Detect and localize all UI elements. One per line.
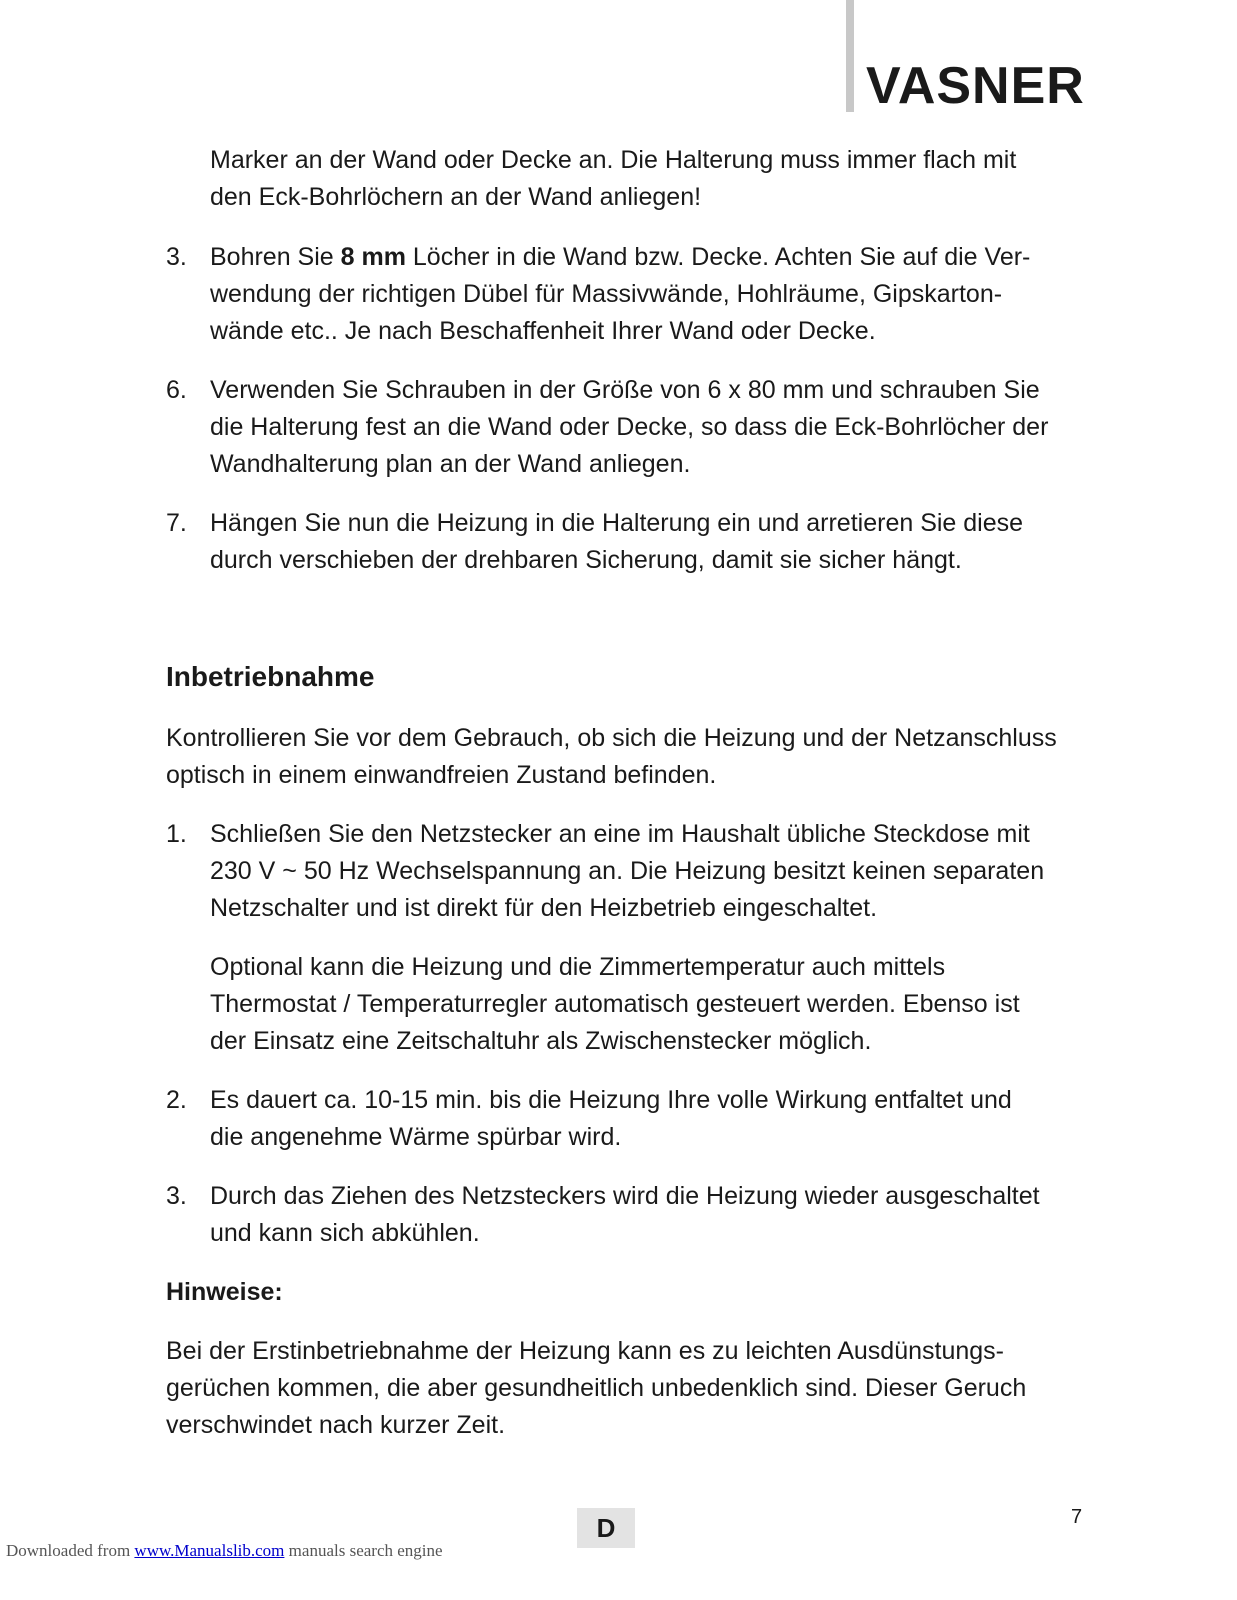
text-line: den Eck-Bohrlöchern an der Wand anliegen! xyxy=(210,183,702,211)
text-line: Verwenden Sie Schrauben in der Größe von 6 x 80 mm und schrauben Sie xyxy=(210,376,1040,404)
list-number: 1. xyxy=(166,820,187,848)
continued-paragraph xyxy=(166,142,1086,216)
list-number: 7. xyxy=(166,509,187,537)
text-line: die Halterung fest an die Wand oder Decke, so dass die Eck-Bohrlöcher der xyxy=(210,413,1049,441)
text-line: verschwindet nach kurzer Zeit. xyxy=(166,1411,506,1439)
brand-logo: VASNER xyxy=(866,57,1085,115)
list-number: 3. xyxy=(166,243,187,271)
text-line: der Einsatz eine Zeitschaltuhr als Zwischenstecker möglich. xyxy=(210,1027,872,1055)
text-line: Marker an der Wand oder Decke an. Die Halterung muss immer flach mit xyxy=(210,146,1017,174)
language-badge: D xyxy=(577,1508,635,1548)
list-item-step-3 xyxy=(166,239,1086,350)
list-item-step-6 xyxy=(166,372,1086,483)
download-suffix: manuals search engine xyxy=(284,1541,443,1560)
download-footer xyxy=(6,1541,443,1561)
text-line: Schließen Sie den Netzstecker an eine im Haushalt übliche Steckdose mit xyxy=(210,820,1030,848)
list-item-step-3b xyxy=(166,1178,1086,1252)
bold-text: 8 mm xyxy=(340,243,406,271)
list-item-step-7 xyxy=(166,505,1086,579)
list-item-step-2 xyxy=(166,1082,1086,1156)
text-line: gerüchen kommen, die aber gesundheitlich unbedenklich sind. Dieser Geruch xyxy=(166,1374,1027,1402)
list-number: 2. xyxy=(166,1086,187,1114)
text-line: Hängen Sie nun die Heizung in die Halterung ein und arretieren Sie diese xyxy=(210,509,1024,537)
text-line: die angenehme Wärme spürbar wird. xyxy=(210,1123,622,1151)
page-number: 7 xyxy=(1071,1506,1083,1528)
text-line: wendung der richtigen Dübel für Massivwände, Hohlräume, Gipskarton- xyxy=(210,280,1003,308)
intro-paragraph xyxy=(166,720,1086,794)
text-line: Durch das Ziehen des Netzsteckers wird die Heizung wieder ausgeschaltet xyxy=(210,1182,1040,1210)
notes-paragraph xyxy=(166,1333,1086,1444)
text-line: und kann sich abkühlen. xyxy=(210,1219,480,1247)
manualslib-link[interactable]: www.Manualslib.com xyxy=(134,1541,285,1560)
text-line: Kontrollieren Sie vor dem Gebrauch, ob sich die Heizung und der Netzanschluss xyxy=(166,724,1057,752)
list-number: 3. xyxy=(166,1182,187,1210)
notes-label: Hinweise: xyxy=(166,1278,283,1306)
text-line: Netzschalter und ist direkt für den Heizbetrieb eingeschaltet. xyxy=(210,894,878,922)
text-line: 230 V ~ 50 Hz Wechselspannung an. Die Heizung besitzt keinen separaten xyxy=(210,857,1045,885)
optional-paragraph xyxy=(166,949,1086,1060)
text-line: optisch in einem einwandfreien Zustand befinden. xyxy=(166,761,717,789)
text-run: Bohren Sie xyxy=(210,243,341,271)
text-run: Löcher in die Wand bzw. Decke. Achten Sie auf die Ver- xyxy=(405,243,1031,271)
list-number: 6. xyxy=(166,376,187,404)
text-line: wände etc.. Je nach Beschaffenheit Ihrer Wand oder Decke. xyxy=(210,317,876,345)
text-line xyxy=(210,239,1086,276)
download-prefix: Downloaded from xyxy=(6,1541,135,1560)
text-line: Wandhalterung plan an der Wand anliegen. xyxy=(210,450,691,478)
brand-divider xyxy=(846,0,854,112)
text-line: Bei der Erstinbetriebnahme der Heizung kann es zu leichten Ausdünstungs- xyxy=(166,1337,1005,1365)
text-line: Optional kann die Heizung und die Zimmertemperatur auch mittels xyxy=(210,953,946,981)
list-item-step-1 xyxy=(166,816,1086,927)
text-line: durch verschieben der drehbaren Sicherung, damit sie sicher hängt. xyxy=(210,546,962,574)
section-heading: Inbetriebnahme xyxy=(166,661,375,692)
text-line: Es dauert ca. 10-15 min. bis die Heizung Ihre volle Wirkung entfaltet und xyxy=(210,1086,1012,1114)
text-line: Thermostat / Temperaturregler automatisch gesteuert werden. Ebenso ist xyxy=(210,990,1020,1018)
